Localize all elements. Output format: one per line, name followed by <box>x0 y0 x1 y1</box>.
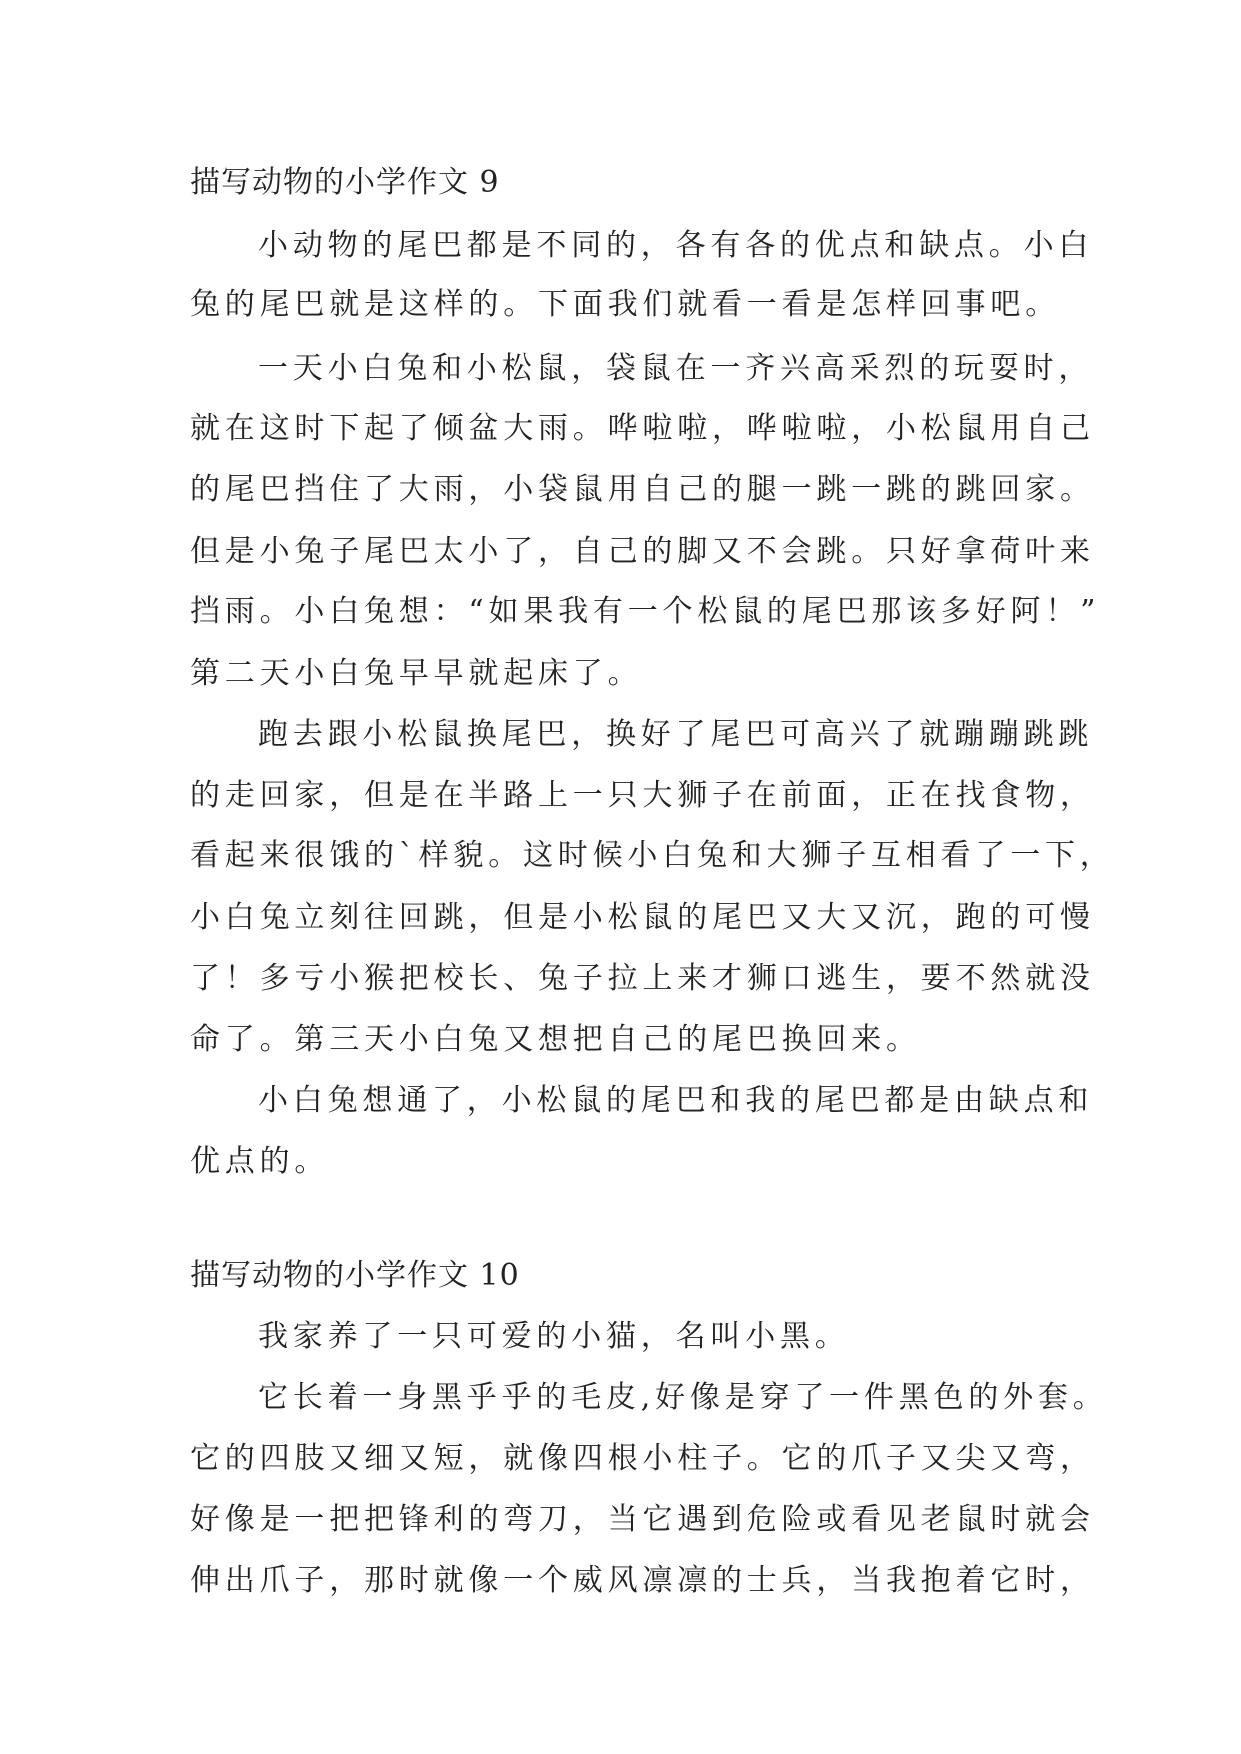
essay-9-line-6: 但是小兔子尾巴太小了，自己的脚又不会跳。只好拿荷叶来 <box>190 534 1095 569</box>
essay-9-title: 描写动物的小学作文 9 <box>190 165 500 200</box>
essay-9-line-9: 跑去跟小松鼠换尾巴，换好了尾巴可高兴了就蹦蹦跳跳 <box>258 717 1094 752</box>
essay-9-line-16: 优点的。 <box>190 1144 330 1179</box>
essay-9-line-15: 小白兔想通了，小松鼠的尾巴和我的尾巴都是由缺点和 <box>258 1083 1094 1118</box>
essay-10-title: 描写动物的小学作文 10 <box>190 1258 520 1293</box>
essay-9-line-3: 一天小白兔和小松鼠，袋鼠在一齐兴高采烈的玩耍时， <box>258 351 1094 386</box>
essay-10-line-3: 它的四肢又细又短，就像四根小柱子。它的爪子又尖又弯， <box>190 1441 1095 1476</box>
essay-10-line-4: 好像是一把把锋利的弯刀，当它遇到危险或看见老鼠时就会 <box>190 1502 1095 1537</box>
essay-9-line-10: 的走回家，但是在半路上一只大狮子在前面，正在找食物， <box>190 778 1095 813</box>
essay-9-line-11: 看起来很饿的`样貌。这时候小白兔和大狮子互相看了一下， <box>190 838 1115 873</box>
essay-9-line-5: 的尾巴挡住了大雨，小袋鼠用自己的腿一跳一跳的跳回家。 <box>190 472 1095 507</box>
essay-9-line-4: 就在这时下起了倾盆大雨。哗啦啦，哗啦啦，小松鼠用自己 <box>190 411 1095 446</box>
essay-10-line-5: 伸出爪子，那时就像一个威风凛凛的士兵，当我抱着它时， <box>190 1563 1095 1598</box>
essay-9-line-13: 了！多亏小猴把校长、兔子拉上来才狮口逃生，要不然就没 <box>190 961 1095 996</box>
essay-9-line-7: 挡雨。小白兔想：“如果我有一个松鼠的尾巴那该多好阿！” <box>190 594 1101 629</box>
essay-9-line-2: 兔的尾巴就是这样的。下面我们就看一看是怎样回事吧。 <box>190 287 1060 322</box>
essay-9-line-12: 小白兔立刻往回跳，但是小松鼠的尾巴又大又沉，跑的可慢 <box>190 900 1095 935</box>
essay-9-line-14: 命了。第三天小白兔又想把自己的尾巴换回来。 <box>190 1022 921 1057</box>
essay-10-line-1: 我家养了一只可爱的小猫，名叫小黑。 <box>258 1319 850 1354</box>
essay-10-line-2: 它长着一身黑乎乎的毛皮,好像是穿了一件黑色的外套。 <box>258 1380 1108 1415</box>
essay-9-line-8: 第二天小白兔早早就起床了。 <box>190 656 643 691</box>
essay-9-line-1: 小动物的尾巴都是不同的，各有各的优点和缺点。小白 <box>258 228 1094 263</box>
